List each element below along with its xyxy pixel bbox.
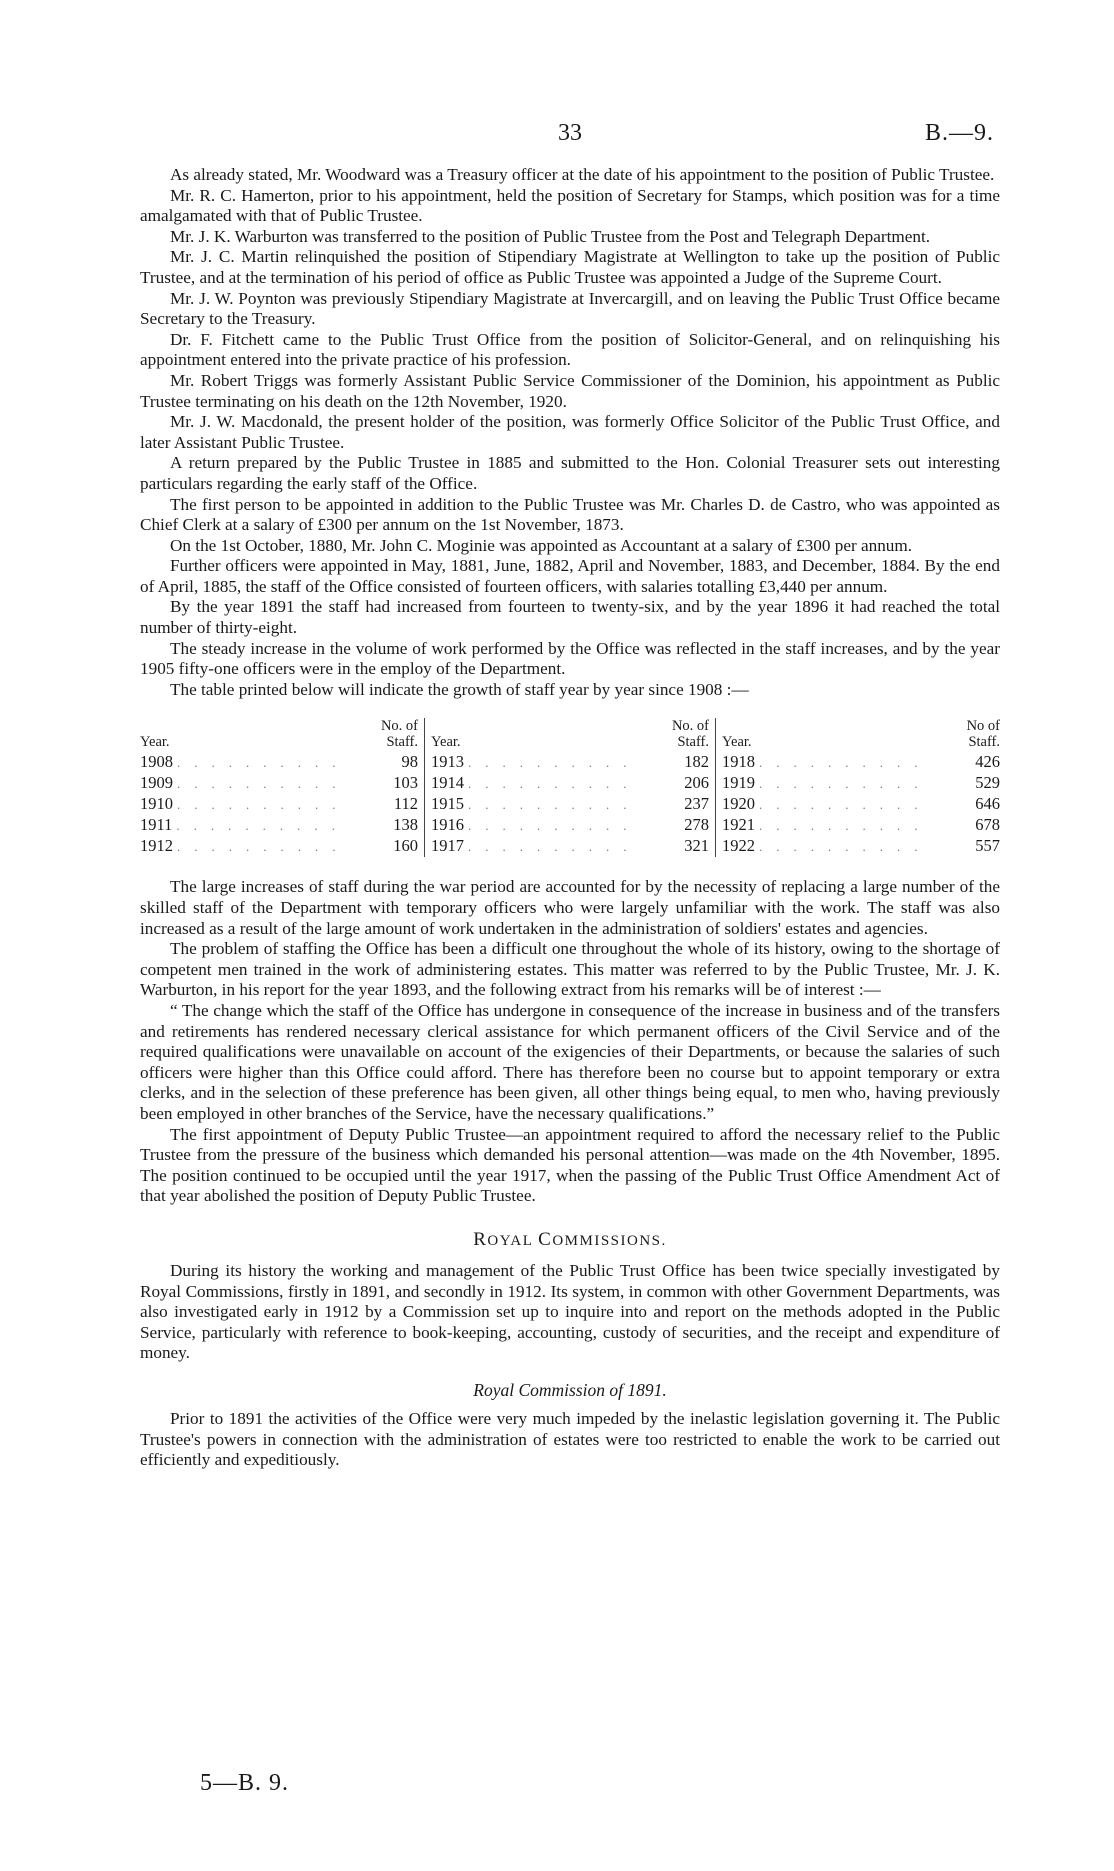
paragraph-staff-1891: By the year 1891 the staff had increased from fourteen to twenty-six, and by the year 1896 it had reached the total number of thirty-eight. (140, 597, 1000, 638)
royal-commissions-heading: ROYAL COMMISSIONS. (473, 1228, 667, 1250)
table-column (715, 718, 1000, 857)
staff-header: No. of Staff. (380, 718, 418, 751)
paragraph-hamerton: Mr. R. C. Hamerton, prior to his appointment, held the position of Secretary for Stamps, which position was for a time amalgamated with that of Public Trustee. (140, 185, 1000, 226)
page-header (140, 120, 1000, 152)
paragraph-royal-commissions: During its history the working and management of the Public Trust Office has been twice specially investigated by Royal Commissions, firstly in 1891, and secondly in 1912. Its system, in common with other Government Departments, was also investigated early in 1912 by a Commission set up to inquire into and report on the methods adopted in the Public Service, particularly with reference to book-keeping, accounting, custody of securities, and the receipt and expenditure of money. (140, 1260, 1000, 1363)
table-row: 1910 .......... 112 (140, 794, 418, 814)
royal-commission-1891-heading: Royal Commission of 1891. (473, 1379, 667, 1400)
staff-growth-table (140, 718, 1000, 857)
document-reference: B.—9. (924, 120, 994, 146)
table-row: 1908 .......... 98 (140, 752, 418, 772)
year-header: Year. (431, 734, 461, 751)
table-row: 1921 .......... 678 (722, 815, 1000, 835)
table-row: 1922 .......... 557 (722, 836, 1000, 856)
table-row: 1916 .......... 278 (431, 815, 709, 835)
paragraph-de-castro: The first person to be appointed in addition to the Public Trustee was Mr. Charles D. de Castro, who was appointed as Chief Clerk at a salary of £300 per annum on the 1st November, 1873. (140, 494, 1000, 535)
table-row: 1919 .......... 529 (722, 773, 1000, 793)
paragraph-return-1885: A return prepared by the Public Trustee in 1885 and submitted to the Hon. Colonial Treasurer sets out interesting particulars regarding the early staff of the Office. (140, 453, 1000, 493)
paragraph-triggs: Mr. Robert Triggs was formerly Assistant Public Service Commissioner of the Dominion, his appointment as Public Trustee terminating on his death on the 12th November, 1920. (140, 370, 1000, 411)
year-header: Year. (140, 734, 170, 751)
paragraph-warburton: Mr. J. K. Warburton was transferred to the position of Public Trustee from the Post and Telegraph Department. (170, 226, 931, 246)
paragraph-staffing-problem: The problem of staffing the Office has been a difficult one throughout the whole of its history, owing to the shortage of competent men trained in the work of administering estates. This matter was referred to by the Public Trustee, Mr. J. K. Warburton, in his report for the year 1893, and the following extract from his remarks will be of interest :— (140, 939, 1000, 1000)
table-header (722, 718, 1000, 750)
paragraph-deputy-trustee: The first appointment of Deputy Public Trustee—an appointment required to afford the necessary relief to the Public Trustee from the pressure of the business which demanded his personal attention—was made on the 4th November, 1895. The position continued to be occupied until the year 1917, when the passing of the Public Trust Office Amendment Act of that year abolished the position of Deputy Public Trustee. (140, 1124, 1000, 1206)
table-row: 1913 .......... 182 (431, 752, 709, 772)
paragraph-further-officers: Further officers were appointed in May, 1881, June, 1882, April and November, 1883, and December, 1884. By the end of April, 1885, the staff of the Office consisted of fourteen officers, with salaries totalling £3,440 per annum. (140, 556, 1000, 596)
table-row: 1918 .......... 426 (722, 752, 1000, 772)
paragraph-staff-1905: The steady increase in the volume of work performed by the Office was reflected in the staff increases, and by the year 1905 fifty-one officers were in the employ of the Department. (140, 638, 1000, 679)
page-number: 33 (558, 120, 582, 146)
year-header: Year. (722, 734, 752, 751)
table-row: 1909 .......... 103 (140, 773, 418, 793)
paragraph-macdonald: Mr. J. W. Macdonald, the present holder of the position, was formerly Office Solicitor of the Public Trust Office, and later Assistant Public Trustee. (140, 412, 1000, 452)
table-row: 1920 .......... 646 (722, 794, 1000, 814)
paragraph-table-intro: The table printed below will indicate the growth of staff year by year since 1908 :— (170, 679, 749, 699)
table-column (140, 718, 424, 857)
staff-header: No of Staff. (966, 718, 1000, 751)
table-row: 1915 .......... 237 (431, 794, 709, 814)
table-row: 1914 .......... 206 (431, 773, 709, 793)
paragraph-war-increases: The large increases of staff during the war period are accounted for by the necessity of replacing a large number of the skilled staff of the Department with temporary officers who were largely unfamiliar with the work. The staff was also increased as a result of the large amount of work undertaken in the administration of soldiers' estates and agencies. (140, 877, 1000, 938)
paragraph-quoted-extract: “ The change which the staff of the Office has undergone in consequence of the increase in business and of the transfers and retirements has rendered necessary clerical assistance for which permanent officers of the Civil Service and of the required qualifications were unavailable on account of the exigencies of their Departments, or because the salaries of such officers were higher than this Office could afford. There has therefore been no course but to appoint temporary or extra clerks, and in the selection of these preference has been given, all other things being equal, to men who, having previously been employed in other branches of the Service, have the necessary qualifications.” (140, 1001, 1000, 1123)
paragraph-moginie: On the 1st October, 1880, Mr. John C. Moginie was appointed as Accountant at a salary of £300 per annum. (170, 535, 913, 555)
paragraph-martin: Mr. J. C. Martin relinquished the position of Stipendiary Magistrate at Wellington to take up the position of Public Trustee, and at the termination of his period of office as Public Trustee was appointed a Judge of the Supreme Court. (140, 247, 1000, 287)
table-header (431, 718, 709, 750)
table-row: 1917 .......... 321 (431, 836, 709, 856)
staff-header: No. of Staff. (671, 718, 709, 751)
paragraph-prior-1891: Prior to 1891 the activities of the Office were very much impeded by the inelastic legislation governing it. The Public Trustee's powers in connection with the administration of estates were too restricted to enable the work to be carried out efficiently and expeditiously. (140, 1408, 1000, 1470)
signature-mark: 5—B. 9. (200, 1770, 290, 1796)
table-row: 1911 .......... 138 (140, 815, 418, 835)
page-body (140, 165, 1000, 1471)
table-header (140, 718, 418, 750)
paragraph-fitchett: Dr. F. Fitchett came to the Public Trust Office from the position of Solicitor-General, and on relinquishing his appointment entered into the private practice of his profession. (140, 329, 1000, 370)
paragraph-poynton: Mr. J. W. Poynton was previously Stipendiary Magistrate at Invercargill, and on leaving the Public Trust Office became Secretary to the Treasury. (140, 288, 1000, 329)
table-row: 1912 .......... 160 (140, 836, 418, 856)
table-column (424, 718, 715, 857)
paragraph-woodward: As already stated, Mr. Woodward was a Treasury officer at the date of his appointment to the position of Public Trustee. (170, 165, 995, 184)
